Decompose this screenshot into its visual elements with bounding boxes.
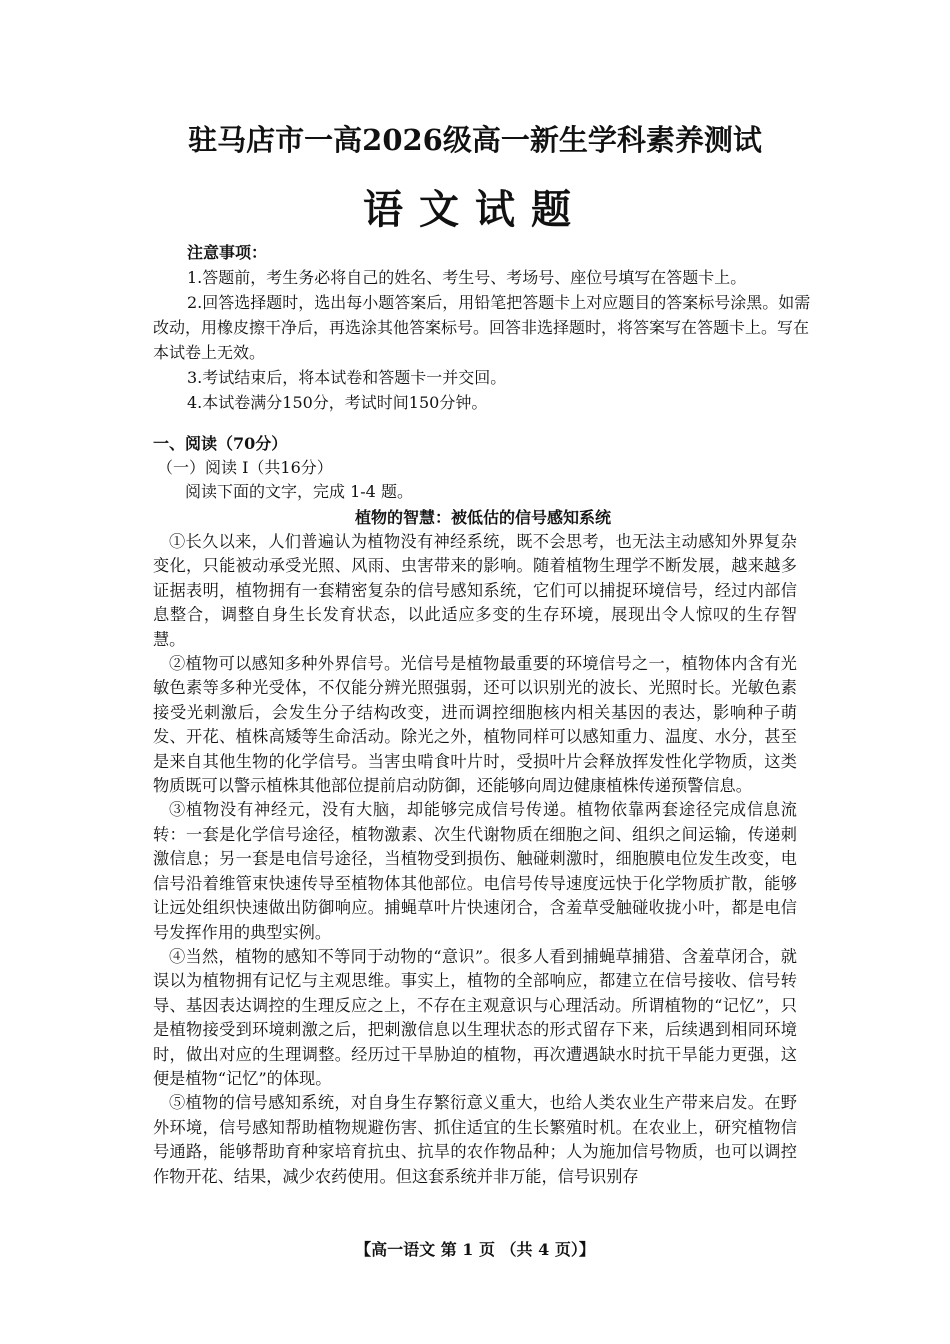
article-paragraph: ④当然，植物的感知不等同于动物的“意识”。很多人看到捕蝇草捕猎、含羞草闭合，就误以为植物拥有记忆与主观思维。事实上，植物的全部响应，都建立在信号接收、信号转导、基因表达调控的生理反应之上，不存在主观意识与心理活动。所谓植物的“记忆”，只是植物接受到环境刺激之后，把刺激信息以生理状态的形式留存下来，后续遇到相同环境时，做出对应的生理调整。经历过干旱胁迫的植物，再次遭遇缺水时抗干旱能力更强，这便是植物“记忆”的体现。	[153, 946, 797, 1088]
reading-section	[153, 432, 813, 504]
subject-title: 语文试题	[363, 186, 587, 233]
notice-block	[153, 240, 813, 415]
article-body	[153, 530, 797, 1189]
article-paragraph: ①长久以来，人们普遍认为植物没有神经系统，既不会思考，也无法主动感知外界复杂变化，只能被动承受光照、风雨、虫害带来的影响。随着植物生理学不断发展，越来越多证据表明，植物拥有一套精密复杂的信号感知系统，它们可以捕捉环境信号，经过内部信息整合，调整自身生长发育状态，以此适应多变的生存环境，展现出令人惊叹的生存智慧。	[153, 532, 797, 649]
article-paragraph: ②植物可以感知多种外界信号。光信号是植物最重要的环境信号之一，植物体内含有光敏色素等多种光受体，不仅能分辨光照强弱，还可以识别光的波长、光照时长。光敏色素接受光刺激后，会发生分子结构改变，进而调控细胞核内相关基因的表达，影响种子萌发、开花、植株高矮等生命活动。除光之外，植物同样可以感知重力、温度、水分，甚至是来自其他生物的化学信号。当害虫啃食叶片时，受损叶片会释放挥发性化学物质，这类物质既可以警示植株其他部位提前启动防御，还能够向周边健康植株传递预警信息。	[153, 654, 797, 796]
page-footer: 【高一语文 第 1 页 （共 4 页）】	[355, 1240, 595, 1259]
notice-item: 3.考试结束后，将本试卷和答题卡一并交回。	[187, 368, 507, 387]
article-paragraph: ③植物没有神经元，没有大脑，却能够完成信号传递。植物依靠两套途径完成信息流转：一套是化学信号途径，植物激素、次生代谢物质在细胞之间、组织之间运输，传递刺激信息；另一套是电信号途径，当植物受到损伤、触碰刺激时，细胞膜电位发生改变，电信号沿着维管束快速传导至植物体其他部位。电信号传导速度远快于化学物质扩散，能够让远处组织快速做出防御响应。捕蝇草叶片快速闭合，含羞草受触碰收拢小叶，都是电信号发挥作用的典型实例。	[153, 800, 797, 942]
section-sub-heading: （一）阅读 I（共16分）	[157, 458, 333, 477]
article-paragraph: ⑤植物的信号感知系统，对自身生存繁衍意义重大，也给人类农业生产带来启发。在野外环境，信号感知帮助植物规避伤害、抓住适宜的生长繁殖时机。在农业上，研究植物信号通路，能够帮助育种家培育抗虫、抗旱的农作物品种；人为施加信号物质，也可以调控作物开花、结果，减少农药使用。但这套系统并非万能，信号识别存	[153, 1093, 797, 1186]
notice-heading: 注意事项：	[187, 243, 268, 262]
section-instruction: 阅读下面的文字，完成 1-4 题。	[185, 482, 413, 501]
article-title: 植物的智慧：被低估的信号感知系统	[354, 508, 611, 527]
notice-item: 1.答题前，考生务必将自己的姓名、考生号、考场号、座位号填写在答题卡上。	[187, 268, 747, 287]
section-heading: 一、阅读（70分）	[153, 434, 288, 453]
exam-title: 驻马店市一高2026级高一新生学科素养测试	[188, 123, 762, 157]
notice-item: 2.回答选择题时，选出每小题答案后，用铅笔把答题卡上对应题目的答案标号涂黑。如需改动，用橡皮擦干净后，再选涂其他答案标号。回答非选择题时，将答案写在答题卡上。写在本试卷上无效。	[153, 293, 811, 362]
notice-item: 4.本试卷满分150分，考试时间150分钟。	[187, 393, 488, 412]
